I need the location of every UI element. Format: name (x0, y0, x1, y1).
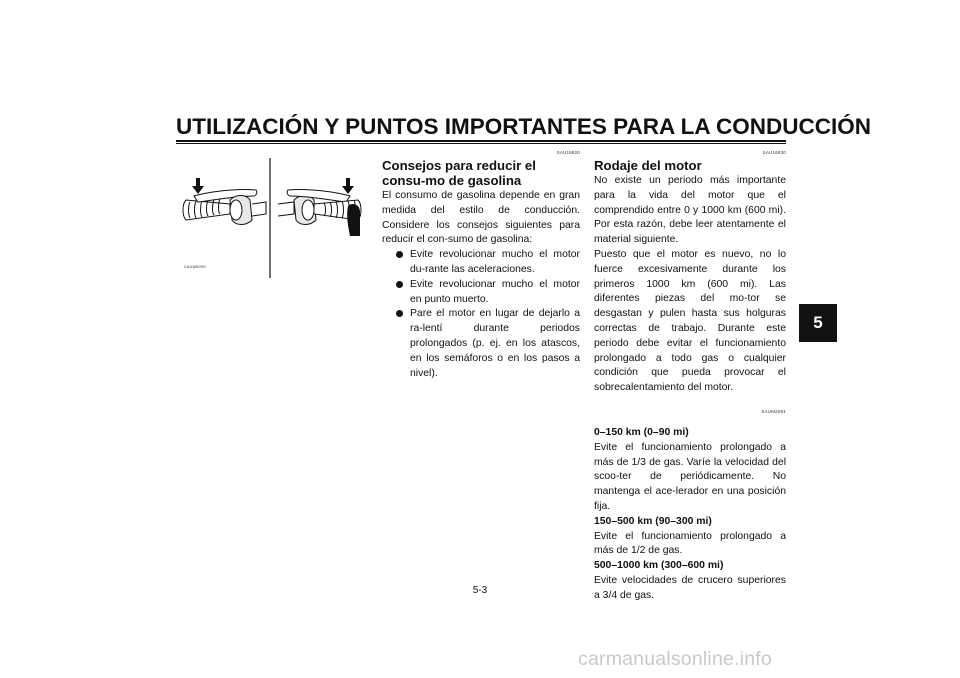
left-column (382, 150, 580, 381)
subsection-title: 500–1000 km (300–600 mi) (594, 560, 724, 572)
bullet-icon (396, 251, 403, 258)
list-item-text: Evite revolucionar mucho el motor du-rante las aceleraciones. (410, 249, 580, 275)
paragraph: No existe un periodo más importante para la vida del motor que el comprendido entre 0 y 1000 km (600 mi). Por esta razón, debe leer atentamente el material siguiente. (594, 175, 786, 246)
list-item (396, 248, 580, 278)
subsection-text: Evite el funcionamiento prolongado a más de 1/3 de gas. Varíe la velocidad del scoo-ter de periódicamente. No mantenga el ace-lerador en una posición fija. (594, 441, 786, 512)
list-item (396, 307, 580, 381)
list-item (396, 278, 580, 308)
watermark: carmanualsonline.info (578, 648, 772, 670)
intro-paragraph: El consumo de gasolina depende en gran medida del estilo de conducción. Considere los consejos siguientes para reducir el con-sumo de gasolina: (382, 190, 580, 246)
list-item-text: Pare el motor en lugar de dejarlo a ra-lentí durante periodos prolongados (p. ej. en los atascos, en los semáforos o en los pasos a nivel). (410, 308, 580, 379)
page-number: 5-3 (472, 585, 488, 596)
subsection-code: SAUM2091 (761, 408, 786, 414)
header-rule (176, 140, 786, 142)
right-column (594, 150, 786, 604)
bullet-icon (396, 310, 403, 317)
subsection-text: Evite el funcionamiento prolongado a más de 1/2 de gas. (594, 530, 786, 557)
header-rule-thin (176, 143, 786, 144)
bullet-icon (396, 281, 403, 288)
illustration-code: ZAUM0099 (184, 264, 206, 269)
section-code: SAU16830 (762, 150, 786, 155)
tips-list (382, 248, 580, 381)
subsection-title: 150–500 km (90–300 mi) (594, 515, 712, 527)
section-heading: Rodaje del motor (594, 158, 702, 173)
subsection-text: Evite velocidades de crucero superiores a 3/4 de gas. (594, 574, 786, 601)
paragraph: Puesto que el motor es nuevo, no lo fuerce excesivamente durante los primeros 1000 km (600 mi). Las diferentes piezas del mo-tor se desgastan y pulen hasta sus holguras correctas de trabajo. Durante este periodo debe evitar el funcionamiento prolongado a todo gas o cualquier condición que pueda provocar el sobrecalentamiento del motor. (594, 248, 786, 394)
page-header-title: UTILIZACIÓN Y PUNTOS IMPORTANTES PARA LA CONDUCCIÓN (176, 114, 872, 139)
section-code: SAU16820 (556, 150, 580, 155)
chapter-tab[interactable]: 5 (799, 304, 837, 342)
handlebar-levers-illustration (174, 156, 372, 280)
list-item-text: Evite revolucionar mucho el motor en punto muerto. (410, 278, 580, 305)
subsection-title: 0–150 km (0–90 mi) (594, 426, 689, 438)
section-heading: Consejos para reducir el consu-mo de gasolina (382, 158, 536, 188)
